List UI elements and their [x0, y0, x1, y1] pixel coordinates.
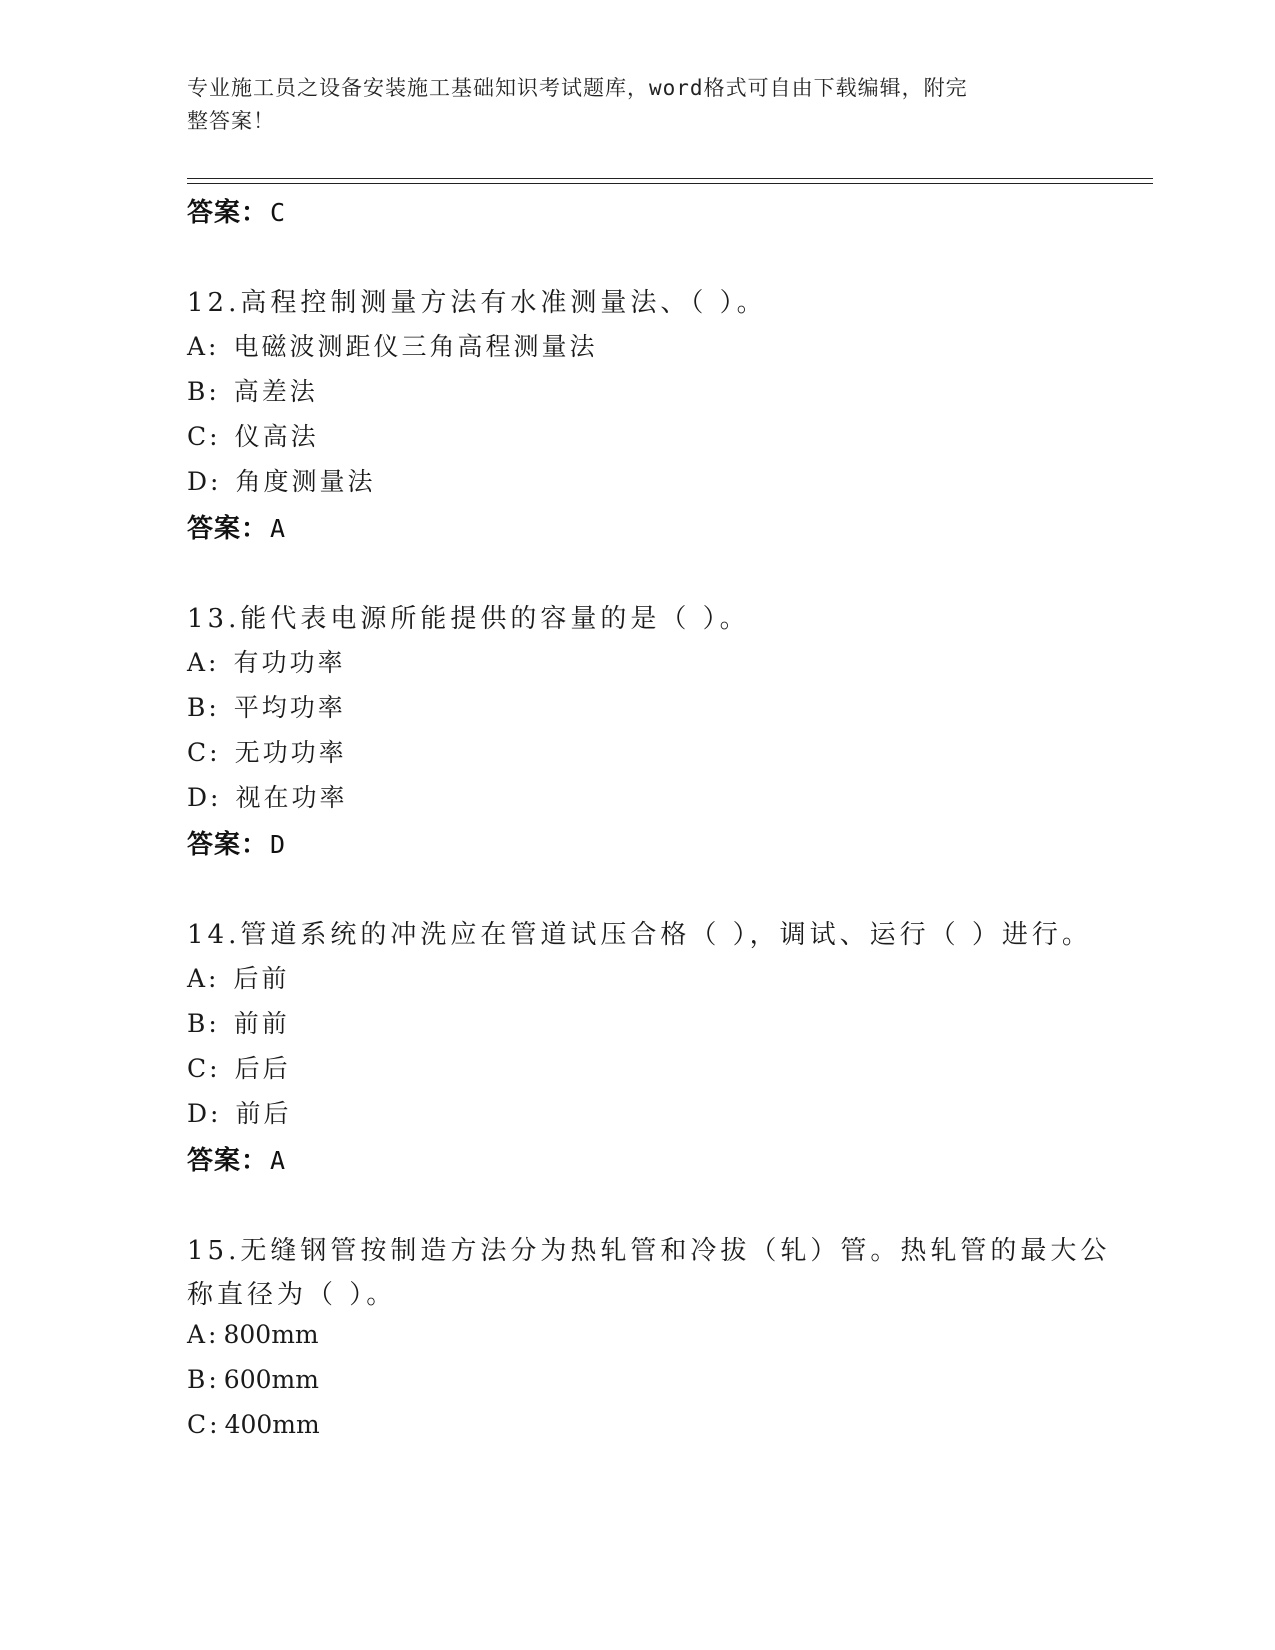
answer-label: 答案：	[187, 514, 269, 544]
question-12-stem: 12.高程控制测量方法有水准测量法、（ ）。	[187, 288, 767, 318]
option-text: 电磁波测距仪三角高程测量法	[233, 332, 598, 361]
option-letter: C:	[187, 1410, 221, 1439]
question-14-option-c	[187, 1049, 291, 1085]
question-13-option-b	[187, 688, 346, 724]
question-13-answer	[187, 824, 286, 861]
question-13-option-c	[187, 733, 347, 769]
question-12-answer	[187, 508, 286, 545]
question-13-stem: 13.能代表电源所能提供的容量的是（ ）。	[187, 604, 750, 634]
question-13-option-a	[187, 643, 346, 679]
question-14-stem: 14.管道系统的冲洗应在管道试压合格（ ），调试、运行（ ）进行。	[187, 920, 1092, 950]
option-text: 前前	[233, 1009, 290, 1038]
option-letter: D:	[187, 467, 222, 496]
header-line-2: 整答案！	[187, 109, 275, 133]
option-letter: B:	[187, 377, 220, 406]
question-12-option-c	[187, 417, 319, 453]
option-text: 高差法	[233, 377, 318, 406]
question-12-option-a	[187, 327, 598, 363]
option-text: 视在功率	[235, 783, 348, 812]
question-13-option-d	[187, 778, 347, 814]
header-divider-bottom	[187, 183, 1153, 184]
answer-label: 答案：	[187, 198, 269, 228]
option-text: 前后	[235, 1099, 292, 1128]
option-letter: A:	[187, 1320, 220, 1349]
option-letter: B:	[187, 1365, 220, 1394]
question-14-option-a	[187, 959, 290, 995]
option-text: 800mm	[223, 1320, 319, 1349]
question-12-option-b	[187, 372, 318, 408]
option-letter: A:	[187, 648, 220, 677]
answer-value: C	[270, 198, 287, 227]
option-letter: A:	[187, 964, 220, 993]
option-text: 后后	[234, 1054, 291, 1083]
question-15-option-a	[187, 1320, 319, 1349]
option-letter: C:	[187, 422, 221, 451]
question-14-option-d	[187, 1094, 291, 1130]
question-15-stem-line-2: 称直径为（ ）。	[187, 1280, 397, 1310]
answer-prev	[187, 192, 286, 229]
answer-value: D	[270, 830, 287, 859]
answer-value: A	[270, 1146, 287, 1175]
option-text: 400mm	[224, 1410, 320, 1439]
header-line-1: 专业施工员之设备安装施工基础知识考试题库，word格式可自由下载编辑，附完	[187, 76, 968, 100]
question-15-option-b	[187, 1365, 319, 1394]
question-14-answer	[187, 1140, 286, 1177]
answer-value: A	[270, 514, 287, 543]
option-text: 有功功率	[233, 648, 346, 677]
answer-label: 答案：	[187, 830, 269, 860]
question-14-option-b	[187, 1004, 290, 1040]
answer-label: 答案：	[187, 1146, 269, 1176]
question-15-option-c	[187, 1410, 320, 1439]
document-header	[187, 72, 1067, 138]
option-letter: D:	[187, 783, 222, 812]
question-12-option-d	[187, 462, 375, 498]
option-text: 平均功率	[233, 693, 346, 722]
option-text: 无功功率	[234, 738, 347, 767]
header-divider-top	[187, 178, 1153, 179]
option-letter: B:	[187, 1009, 220, 1038]
option-text: 600mm	[223, 1365, 319, 1394]
option-text: 仪高法	[234, 422, 319, 451]
option-letter: D:	[187, 1099, 222, 1128]
option-letter: C:	[187, 1054, 221, 1083]
question-15-stem-line-1: 15.无缝钢管按制造方法分为热轧管和冷拔（轧）管。热轧管的最大公	[187, 1236, 1111, 1266]
option-text: 角度测量法	[235, 467, 376, 496]
option-text: 后前	[233, 964, 290, 993]
option-letter: C:	[187, 738, 221, 767]
option-letter: B:	[187, 693, 220, 722]
option-letter: A:	[187, 332, 220, 361]
